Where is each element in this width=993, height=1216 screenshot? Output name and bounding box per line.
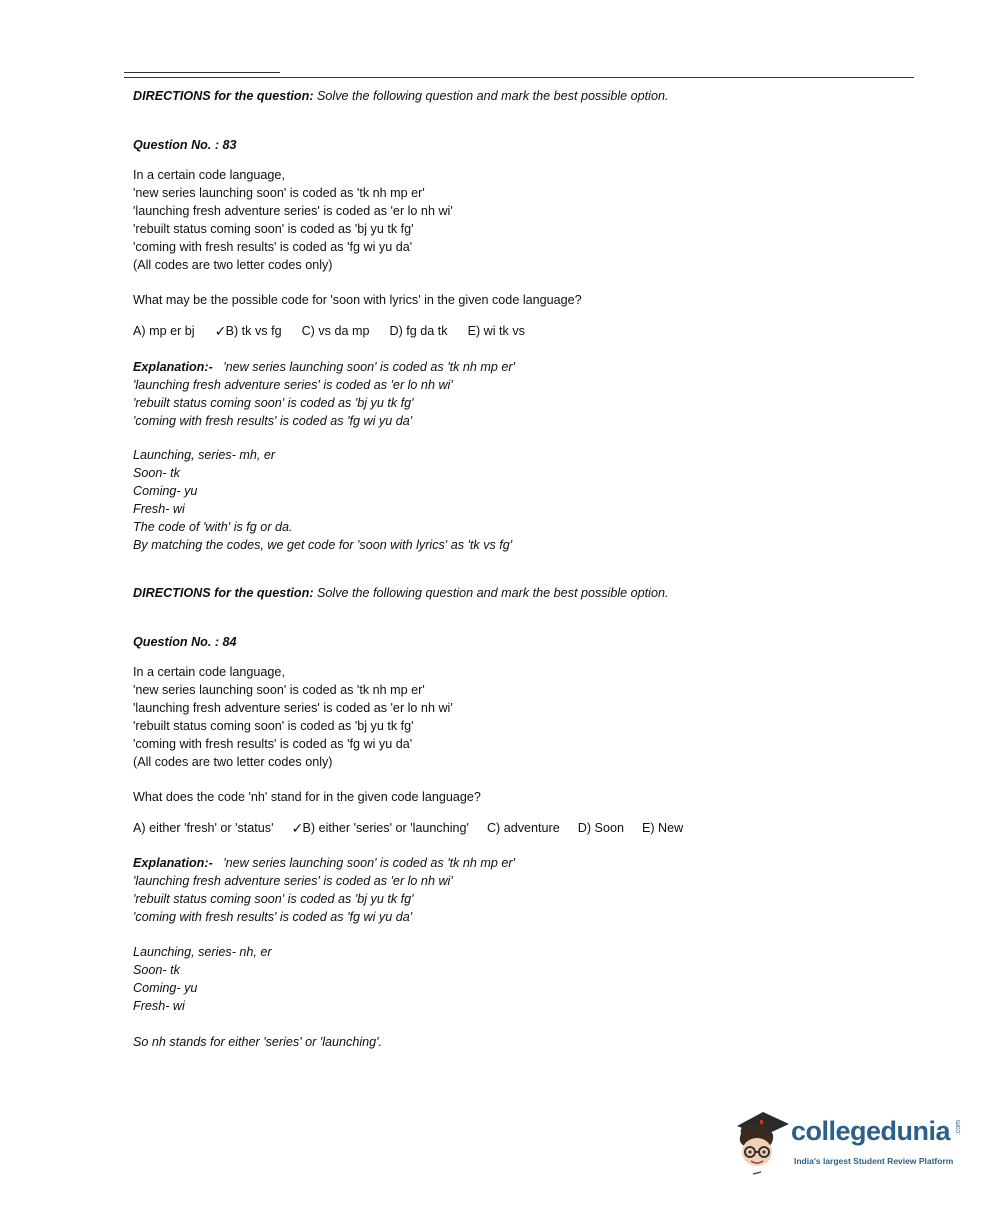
option-e: E) New: [641, 821, 684, 835]
working-line: Coming- yu: [133, 484, 198, 498]
explanation-line: 'new series launching soon' is coded as 'tk nh mp er': [212, 856, 515, 870]
logo-suffix: .com: [955, 1120, 962, 1136]
option-b-label: B) tk vs fg: [225, 324, 282, 338]
option-d: D) fg da tk: [389, 324, 448, 338]
stem-line: 'coming with fresh results' is coded as 'fg wi yu da': [133, 737, 413, 751]
option-a: A) mp er bj: [133, 324, 195, 338]
working-line: Fresh- wi: [133, 999, 185, 1013]
working-line: The code of 'with' is fg or da.: [133, 520, 293, 534]
question-number: Question No. : 84: [133, 635, 237, 649]
working-line: Launching, series- nh, er: [133, 945, 272, 959]
stem-line: 'launching fresh adventure series' is coded as 'er lo nh wi': [133, 701, 453, 715]
option-b: [215, 322, 282, 340]
explanation: [133, 358, 515, 430]
stem-line: 'coming with fresh results' is coded as 'fg wi yu da': [133, 240, 413, 254]
stem-line: (All codes are two letter codes only): [133, 258, 333, 272]
question-prompt: What does the code 'nh' stand for in the given code language?: [133, 790, 481, 804]
conclusion: So nh stands for either 'series' or 'launching'.: [133, 1035, 383, 1049]
stem-line: 'new series launching soon' is coded as 'tk nh mp er': [133, 186, 425, 200]
explanation-line: 'coming with fresh results' is coded as 'fg wi yu da': [133, 414, 413, 428]
working-line: Soon- tk: [133, 963, 180, 977]
option-b: [292, 819, 469, 837]
mascot-icon: [733, 1104, 791, 1180]
explanation-line: 'new series launching soon' is coded as 'tk nh mp er': [212, 360, 515, 374]
option-c: C) adventure: [486, 821, 560, 835]
header-rule-short: [124, 72, 280, 73]
explanation-label: Explanation:-: [133, 360, 213, 374]
explanation: [133, 854, 515, 926]
check-icon: ✓: [214, 323, 227, 339]
stem-line: 'new series launching soon' is coded as 'tk nh mp er': [133, 683, 425, 697]
explanation-line: 'rebuilt status coming soon' is coded as 'bj yu tk fg': [133, 396, 414, 410]
collegedunia-logo: [733, 1104, 963, 1184]
options-row: [133, 322, 525, 340]
explanation-line: 'coming with fresh results' is coded as 'fg wi yu da': [133, 910, 413, 924]
working: [133, 943, 272, 1015]
explanation-line: 'launching fresh adventure series' is coded as 'er lo nh wi': [133, 874, 453, 888]
option-d: D) Soon: [577, 821, 624, 835]
stem-line: 'rebuilt status coming soon' is coded as 'bj yu tk fg': [133, 719, 414, 733]
logo-wordmark: collegedunia: [791, 1116, 951, 1146]
option-a: A) either 'fresh' or 'status': [133, 821, 274, 835]
stem-line: 'launching fresh adventure series' is coded as 'er lo nh wi': [133, 204, 453, 218]
explanation-label: Explanation:-: [133, 856, 213, 870]
stem-line: 'rebuilt status coming soon' is coded as 'bj yu tk fg': [133, 222, 414, 236]
logo-tagline: India's largest Student Review Platform: [794, 1156, 954, 1166]
stem-line: In a certain code language,: [133, 168, 285, 182]
stem-line: In a certain code language,: [133, 665, 285, 679]
question-stem: [133, 663, 453, 771]
working-line: Soon- tk: [133, 466, 180, 480]
header-rule: [124, 77, 914, 78]
option-b-label: B) either 'series' or 'launching': [302, 821, 469, 835]
check-icon: ✓: [291, 820, 304, 836]
directions: DIRECTIONS for the question: Solve the following question and mark the best possible option.: [133, 89, 669, 103]
option-e: E) wi tk vs: [467, 324, 525, 338]
options-row: [133, 819, 683, 837]
stem-line: (All codes are two letter codes only): [133, 755, 333, 769]
explanation-line: 'launching fresh adventure series' is coded as 'er lo nh wi': [133, 378, 453, 392]
option-c: C) vs da mp: [301, 324, 370, 338]
working-line: Coming- yu: [133, 981, 198, 995]
working-line: Launching, series- mh, er: [133, 448, 276, 462]
working: [133, 446, 512, 554]
explanation-line: 'rebuilt status coming soon' is coded as 'bj yu tk fg': [133, 892, 414, 906]
directions: DIRECTIONS for the question: Solve the following question and mark the best possible option.: [133, 586, 669, 600]
working-line: By matching the codes, we get code for 'soon with lyrics' as 'tk vs fg': [133, 538, 513, 552]
question-number: Question No. : 83: [133, 138, 237, 152]
question-stem: [133, 166, 453, 274]
working-line: Fresh- wi: [133, 502, 185, 516]
question-prompt: What may be the possible code for 'soon with lyrics' in the given code language?: [133, 293, 582, 307]
